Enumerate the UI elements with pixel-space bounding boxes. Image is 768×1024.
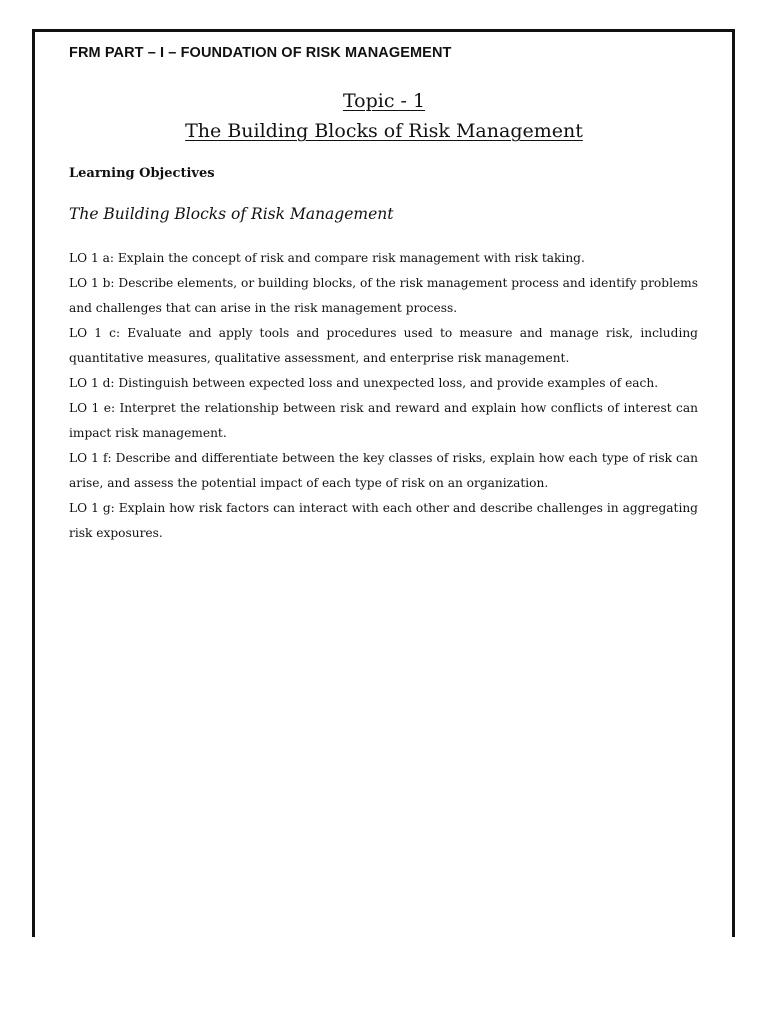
learning-objectives-list [69, 246, 698, 546]
learning-objectives-heading: Learning Objectives [69, 166, 215, 181]
topic-title: The Building Blocks of Risk Management [185, 120, 583, 142]
learning-objective-1b: LO 1 b: Describe elements, or building blocks, of the risk management process and identify problems and challenges that can arise in the risk management process. [69, 276, 698, 315]
learning-objective-1d: LO 1 d: Distinguish between expected loss and unexpected loss, and provide examples of each. [69, 376, 659, 390]
learning-objective-1g: LO 1 g: Explain how risk factors can interact with each other and describe challenges in aggregating risk exposures. [69, 501, 698, 540]
topic-title-block [0, 86, 768, 146]
topic-number: Topic - 1 [342, 90, 426, 112]
subsection-title: The Building Blocks of Risk Management [69, 205, 394, 223]
learning-objective-1f: LO 1 f: Describe and differentiate between the key classes of risks, explain how each type of risk can arise, and assess the potential impact of each type of risk on an organization. [69, 451, 698, 490]
document-header: FRM PART – I – FOUNDATION OF RISK MANAGEMENT [69, 45, 452, 61]
learning-objective-1c: LO 1 c: Evaluate and apply tools and procedures used to measure and manage risk, including quantitative measures, qualitative assessment, and enterprise risk management. [69, 326, 698, 365]
learning-objective-1e: LO 1 e: Interpret the relationship between risk and reward and explain how conflicts of interest can impact risk management. [69, 401, 698, 440]
learning-objective-1a: LO 1 a: Explain the concept of risk and compare risk management with risk taking. [69, 251, 585, 265]
